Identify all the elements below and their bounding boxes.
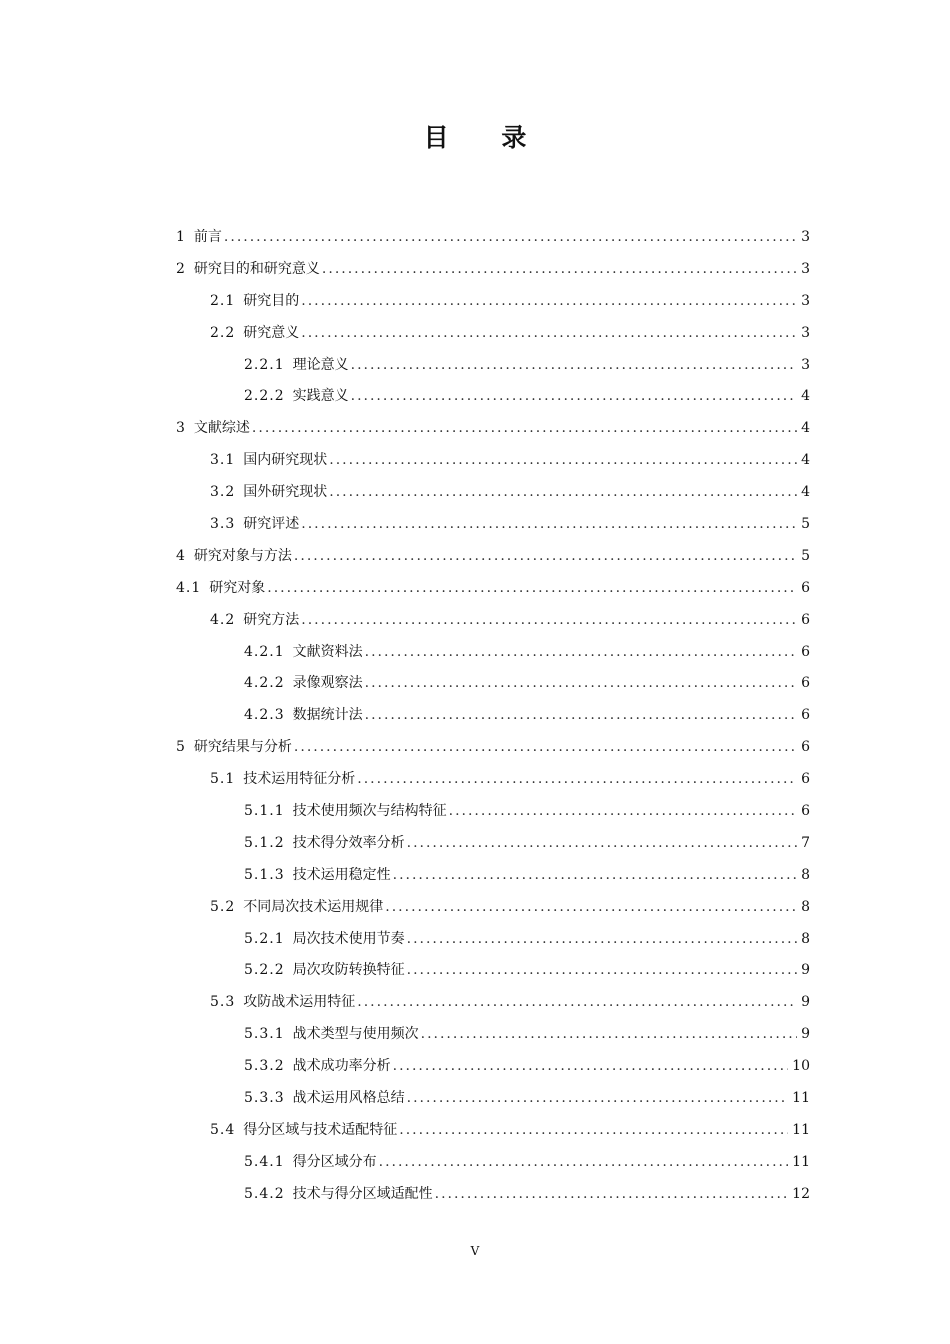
toc-leader-dots	[365, 700, 797, 732]
page-title: 目 录	[423, 123, 549, 152]
toc-entry-title: 研究评述	[243, 516, 300, 533]
toc-entry-number: 2.2.2	[244, 388, 285, 405]
toc-entry-title: 文献综述	[193, 420, 250, 437]
toc-entry-page: 3	[801, 292, 810, 309]
toc-entry[interactable]	[176, 350, 810, 382]
toc-entry-number: 4.1	[176, 579, 202, 596]
toc-leader-dots	[357, 764, 797, 796]
toc-entry-number: 4.2.2	[244, 675, 285, 692]
toc-entry-number: 3.2	[210, 484, 236, 501]
toc-entry[interactable]	[176, 700, 810, 732]
toc-entry-title: 得分区域与技术适配特征	[243, 1121, 398, 1138]
page-number: V	[470, 1244, 480, 1258]
toc-entry-title: 文献资料法	[292, 643, 363, 660]
toc-entry-number: 2.2	[210, 324, 236, 341]
toc-entry-title: 研究目的和研究意义	[193, 260, 320, 277]
toc-entry-title: 局次攻防转换特征	[292, 962, 405, 979]
toc-leader-dots	[407, 828, 797, 860]
toc-leader-dots	[267, 573, 797, 605]
toc-entry-title: 攻防战术运用特征	[243, 994, 356, 1011]
toc-leader-dots	[435, 1179, 789, 1211]
toc-entry[interactable]	[176, 477, 810, 509]
toc-entry-title: 研究目的	[243, 292, 300, 309]
toc-entry[interactable]	[176, 1083, 810, 1115]
toc-entry-page: 5	[801, 516, 810, 533]
toc-entry-title: 技术使用频次与结构特征	[292, 803, 447, 820]
toc-entry-number: 5.3	[210, 994, 236, 1011]
toc-entry-title: 战术运用风格总结	[292, 1090, 405, 1107]
toc-entry-page: 9	[801, 962, 810, 979]
toc-entry-page: 9	[801, 994, 810, 1011]
toc-entry[interactable]	[176, 1115, 810, 1147]
toc-entry-number: 3.3	[210, 516, 236, 533]
toc-entry[interactable]	[176, 509, 810, 541]
toc-leader-dots	[365, 637, 797, 669]
toc-leader-dots	[351, 350, 797, 382]
toc-entry[interactable]	[176, 445, 810, 477]
toc-leader-dots	[393, 1051, 789, 1083]
toc-entry-page: 6	[801, 675, 810, 692]
toc-entry[interactable]	[176, 541, 810, 573]
toc-leader-dots	[294, 541, 797, 573]
toc-entry-number: 5.2.2	[244, 962, 285, 979]
toc-entry-title: 战术类型与使用频次	[292, 1026, 419, 1043]
toc-entry-number: 5	[176, 739, 186, 756]
toc-entry-page: 8	[801, 930, 810, 947]
toc-leader-dots	[421, 1019, 797, 1051]
toc-leader-dots	[224, 222, 797, 254]
toc-entry-page: 6	[801, 771, 810, 788]
toc-entry-number: 5.4.1	[244, 1153, 285, 1170]
toc-entry-number: 5.3.1	[244, 1026, 285, 1043]
toc-entry-page: 7	[801, 834, 810, 851]
toc-entry-number: 5.2	[210, 898, 236, 915]
toc-entry-page: 4	[801, 388, 810, 405]
toc-entry-title: 前言	[193, 229, 222, 245]
toc-entry[interactable]	[176, 1019, 810, 1051]
toc-entry-title: 研究方法	[243, 611, 300, 628]
toc-leader-dots	[449, 796, 797, 828]
toc-entry-page: 6	[801, 739, 810, 756]
toc-leader-dots	[329, 477, 797, 509]
toc-entry[interactable]	[176, 637, 810, 669]
toc-entry-title: 局次技术使用节奏	[292, 930, 405, 947]
toc-entry[interactable]	[176, 987, 810, 1019]
toc-leader-dots	[365, 668, 797, 700]
toc-entry[interactable]	[176, 222, 810, 254]
toc-entry-number: 5.2.1	[244, 930, 285, 947]
toc-entry-page: 6	[801, 643, 810, 660]
toc-entry-page: 3	[801, 356, 810, 373]
toc-entry-number: 5.1.2	[244, 834, 285, 851]
toc-entry[interactable]	[176, 668, 810, 700]
toc-entry-page: 6	[801, 707, 810, 724]
toc-entry[interactable]	[176, 605, 810, 637]
toc-entry-number: 2.1	[210, 292, 236, 309]
toc-entry[interactable]	[176, 1147, 810, 1179]
table-of-contents	[176, 222, 810, 1211]
toc-leader-dots	[399, 1115, 788, 1147]
toc-entry-page: 6	[801, 803, 810, 820]
toc-entry-page: 4	[801, 420, 810, 437]
toc-entry-title: 实践意义	[292, 388, 349, 405]
toc-entry-number: 5.3.3	[244, 1090, 285, 1107]
toc-entry-page: 11	[792, 1121, 810, 1138]
toc-entry[interactable]	[176, 764, 810, 796]
toc-entry-title: 技术与得分区域适配性	[292, 1185, 433, 1202]
toc-entry-number: 4.2	[210, 611, 236, 628]
toc-entry-title: 不同局次技术运用规律	[243, 898, 384, 915]
toc-leader-dots	[252, 413, 797, 445]
toc-leader-dots	[351, 381, 797, 413]
toc-entry-number: 4.2.1	[244, 643, 285, 660]
toc-leader-dots	[301, 318, 797, 350]
toc-leader-dots	[407, 1083, 789, 1115]
toc-entry-page: 5	[801, 547, 810, 564]
toc-entry[interactable]	[176, 318, 810, 350]
toc-entry-page: 3	[801, 324, 810, 341]
toc-entry-number: 3.1	[210, 452, 236, 469]
toc-entry[interactable]	[176, 1179, 810, 1211]
toc-entry-page: 6	[801, 611, 810, 628]
toc-entry[interactable]	[176, 955, 810, 987]
toc-leader-dots	[294, 732, 797, 764]
toc-leader-dots	[385, 892, 797, 924]
toc-entry[interactable]	[176, 1051, 810, 1083]
toc-entry-page: 4	[801, 452, 810, 469]
toc-entry[interactable]	[176, 573, 810, 605]
toc-entry[interactable]	[176, 413, 810, 445]
toc-entry-title: 技术得分效率分析	[292, 834, 405, 851]
toc-entry-title: 技术运用稳定性	[292, 866, 391, 883]
toc-entry-page: 4	[801, 484, 810, 501]
toc-entry-page: 9	[801, 1026, 810, 1043]
toc-entry-title: 战术成功率分析	[292, 1058, 391, 1075]
toc-leader-dots	[407, 955, 797, 987]
toc-entry-number: 2	[176, 260, 186, 277]
toc-entry-page: 12	[792, 1185, 810, 1202]
toc-entry-page: 11	[792, 1153, 810, 1170]
toc-entry-title: 国外研究现状	[243, 484, 328, 501]
toc-leader-dots	[301, 509, 797, 541]
toc-entry-title: 研究结果与分析	[193, 739, 292, 756]
toc-leader-dots	[301, 605, 797, 637]
toc-leader-dots	[301, 286, 797, 318]
toc-entry-title: 研究对象	[209, 579, 266, 596]
toc-entry-number: 5.1.3	[244, 866, 285, 883]
toc-entry[interactable]	[176, 381, 810, 413]
toc-entry[interactable]	[176, 732, 810, 764]
toc-entry-page: 10	[792, 1058, 810, 1075]
toc-entry-page: 8	[801, 898, 810, 915]
toc-entry-number: 5.4	[210, 1121, 236, 1138]
toc-entry-title: 理论意义	[292, 356, 349, 373]
toc-entry-title: 国内研究现状	[243, 452, 328, 469]
toc-entry[interactable]	[176, 924, 810, 956]
toc-entry-number: 5.1	[210, 771, 236, 788]
toc-entry-number: 5.1.1	[244, 803, 285, 820]
toc-entry-number: 3	[176, 420, 186, 437]
toc-entry[interactable]	[176, 254, 810, 286]
toc-entry-page: 6	[801, 579, 810, 596]
toc-entry-title: 研究对象与方法	[193, 547, 292, 564]
toc-entry-number: 1	[176, 229, 186, 245]
toc-entry-title: 技术运用特征分析	[243, 771, 356, 788]
toc-leader-dots	[322, 254, 797, 286]
toc-entry-number: 5.4.2	[244, 1185, 285, 1202]
toc-entry-title: 数据统计法	[292, 707, 363, 724]
toc-entry-page: 11	[792, 1090, 810, 1107]
toc-leader-dots	[393, 860, 797, 892]
toc-entry-number: 2.2.1	[244, 356, 285, 373]
toc-entry-title: 得分区域分布	[292, 1153, 377, 1170]
toc-entry[interactable]	[176, 828, 810, 860]
toc-entry-page: 8	[801, 866, 810, 883]
toc-entry[interactable]	[176, 796, 810, 828]
toc-leader-dots	[329, 445, 797, 477]
toc-entry[interactable]	[176, 860, 810, 892]
toc-entry-page: 3	[801, 260, 810, 277]
toc-entry-number: 5.3.2	[244, 1058, 285, 1075]
toc-leader-dots	[407, 924, 797, 956]
toc-leader-dots	[357, 987, 797, 1019]
toc-entry-number: 4	[176, 547, 186, 564]
toc-entry-number: 4.2.3	[244, 707, 285, 724]
toc-entry-page: 3	[801, 229, 810, 245]
toc-entry[interactable]	[176, 892, 810, 924]
toc-entry-title: 研究意义	[243, 324, 300, 341]
toc-entry[interactable]	[176, 286, 810, 318]
toc-leader-dots	[379, 1147, 789, 1179]
toc-entry-title: 录像观察法	[292, 675, 363, 692]
